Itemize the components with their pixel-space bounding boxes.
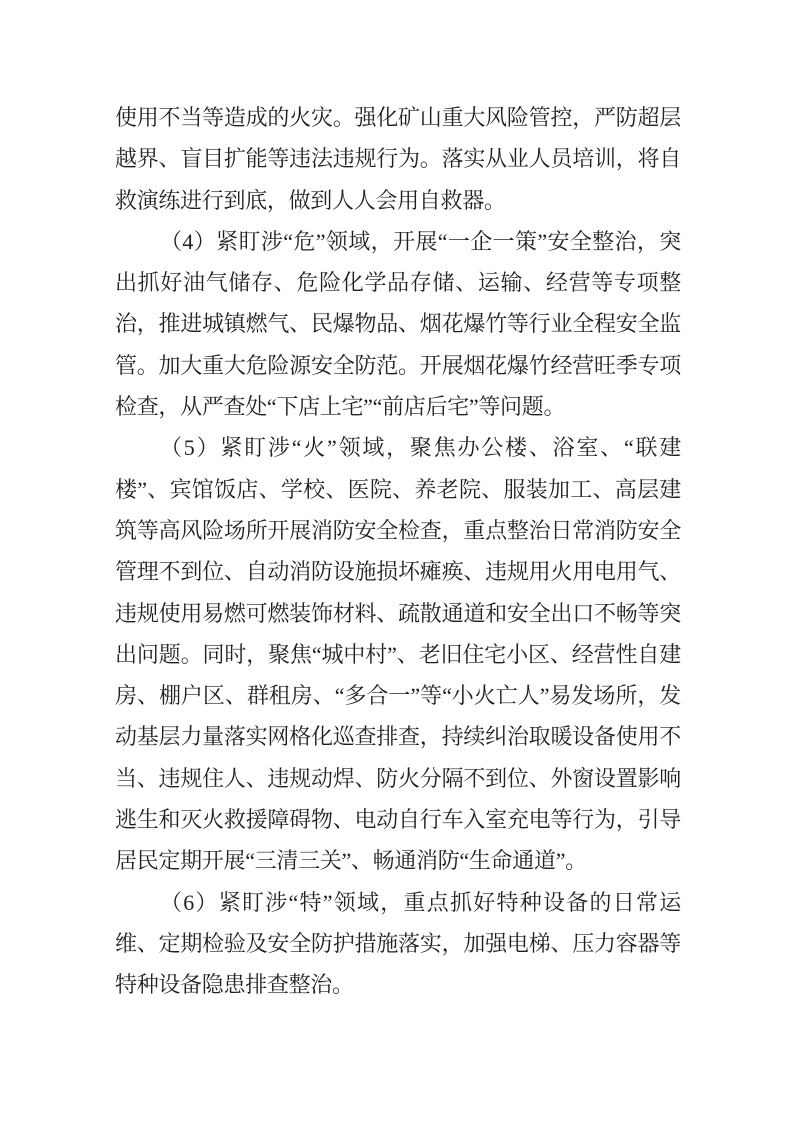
paragraph-item-4: （4）紧盯涉“危”领域，开展“一企一策”安全整治，突出抓好油气储存、危险化学品存储、运输、经营等专项整治，推进城镇燃气、民爆物品、烟花爆竹等行业全程安全监管。加大重大危险源安全防范。开展烟花爆竹经营旺季专项检查，从严查处“下店上宅”“前店后宅”等问题。 bbox=[115, 228, 681, 420]
paragraph-continuation: 使用不当等造成的火灾。强化矿山重大风险管控，严防超层越界、盲目扩能等违法违规行为。落实从业人员培训，将自救演练进行到底，做到人人会用自救器。 bbox=[115, 105, 681, 213]
paragraph-item-5: （5）紧盯涉“火”领域，聚焦办公楼、浴室、“联建楼”、宾馆饭店、学校、医院、养老院、服装加工、高层建筑等高风险场所开展消防安全检查，重点整治日常消防安全管理不到位、自动消防设施损坏瘫痪、违规用火用电用气、违规使用易燃可燃装饰材料、疏散通道和安全出口不畅等突出问题。同时，聚焦“城中村”、老旧住宅小区、经营性自建房、棚户区、群租房、“多合一”等“小火亡人”易发场所，发动基层力量落实网格化巡查排查，持续纠治取暖设备使用不当、违规住人、违规动焊、防火分隔不到位、外窗设置影响逃生和灭火救援障碍物、电动自行车入室充电等行为，引导居民定期开展“三清三关”、畅通消防“生命通道”。 bbox=[115, 435, 681, 874]
paragraph-item-6: （6）紧盯涉“特”领域，重点抓好特种设备的日常运维、定期检验及安全防护措施落实，加强电梯、压力容器等特种设备隐患排查整治。 bbox=[115, 889, 681, 998]
document-text-block bbox=[115, 97, 681, 1006]
